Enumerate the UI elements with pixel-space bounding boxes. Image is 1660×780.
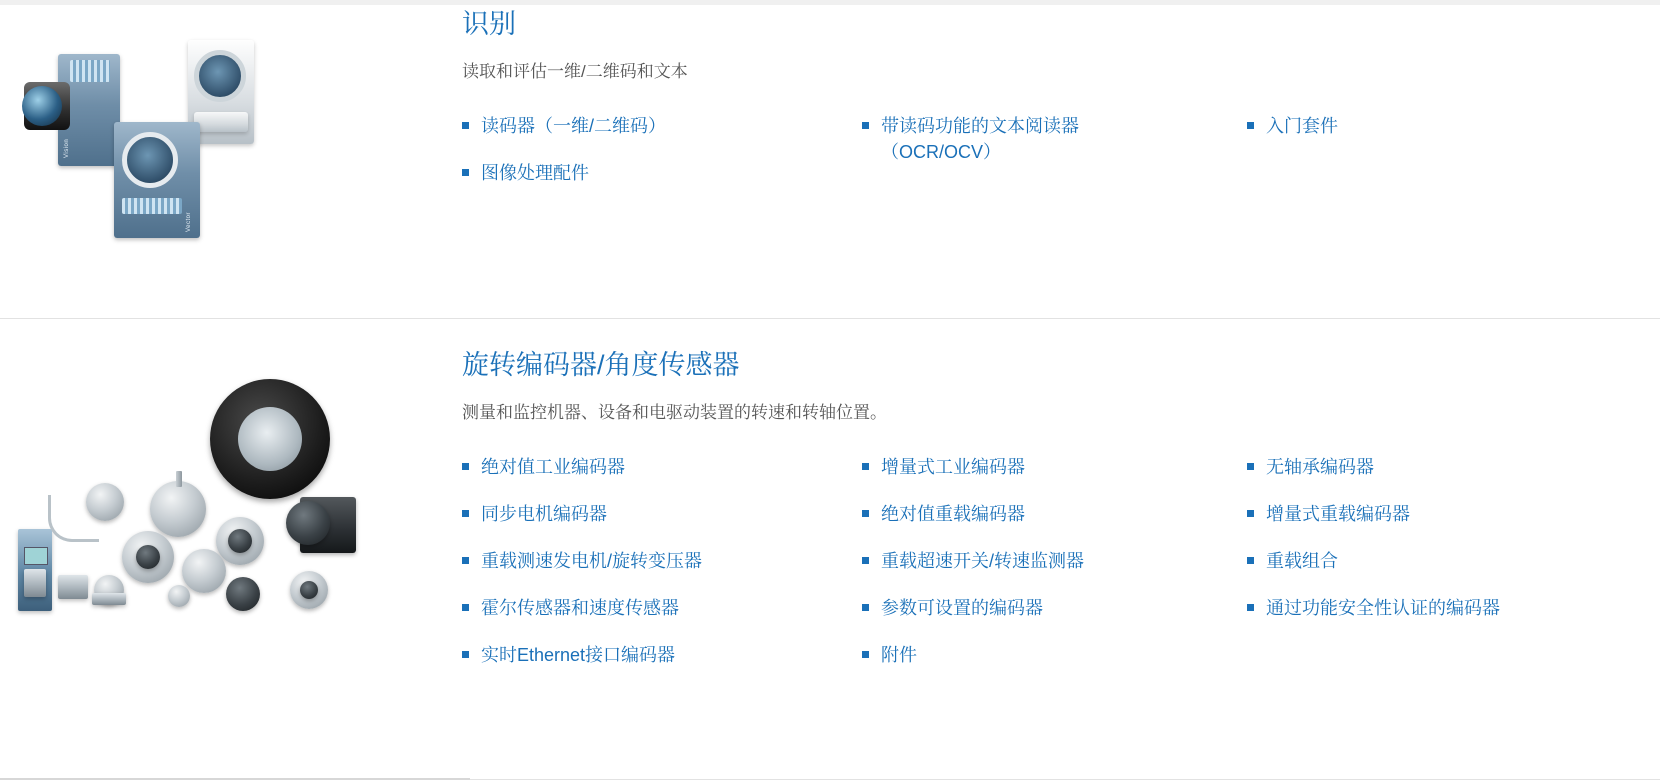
link-label: 同步电机编码器 [481,504,607,525]
bullet-icon [862,463,869,470]
link-label: 增量式重载编码器 [1266,504,1410,525]
bullet-icon [1247,463,1254,470]
link-label: 增量式工业编码器 [881,457,1025,478]
section-rotary-encoders-links [462,454,1640,689]
link-servo-motor-encoder[interactable] [462,501,862,527]
link-heavy-duty-overspeed-switch[interactable] [862,548,1247,574]
section-rotary-encoders-description: 测量和监控机器、设备和电驱动装置的转速和转轴位置。 [462,403,887,423]
link-label: 带读码功能的文本阅读器（OCR/OCV） [881,116,1079,163]
links-column-2 [862,113,1247,207]
section-identification [0,0,1660,318]
section-rotary-encoders-title: 旋转编码器/角度传感器 [462,350,740,380]
bullet-icon [462,463,469,470]
link-starter-kit[interactable] [1247,113,1627,139]
link-label: 绝对值重载编码器 [881,504,1025,525]
link-realtime-ethernet-encoder[interactable] [462,642,862,668]
section-identification-description: 读取和评估一维/二维码和文本 [462,62,688,82]
link-label: 读码器（一维/二维码） [481,116,666,137]
link-incremental-industrial-encoder[interactable] [862,454,1247,480]
bullet-icon [462,510,469,517]
link-label: 绝对值工业编码器 [481,457,625,478]
link-heavy-duty-combination[interactable] [1247,548,1627,574]
link-label: 实时Ethernet接口编码器 [481,645,676,666]
link-label: 通过功能安全性认证的编码器 [1266,598,1500,619]
links-column-3 [1247,454,1627,689]
link-label: 参数可设置的编码器 [881,598,1043,619]
bullet-icon [1247,122,1254,129]
bullet-icon [1247,604,1254,611]
links-column-3 [1247,113,1627,207]
section-rotary-encoders-content [462,349,1660,690]
vision-sensors-illustration: Vision Vector [18,26,358,256]
link-label: 霍尔传感器和速度传感器 [481,598,679,619]
link-text-reader-ocr-ocv[interactable] [862,113,1247,165]
link-code-reader[interactable] [462,113,862,139]
link-bearingless-encoder[interactable] [1247,454,1627,480]
link-label: 附件 [881,645,917,666]
link-label: 入门套件 [1266,116,1338,137]
bullet-icon [1247,557,1254,564]
bullet-icon [1247,510,1254,517]
section-identification-title: 识别 [462,9,516,39]
bullet-icon [862,510,869,517]
link-incremental-heavy-duty-encoder[interactable] [1247,501,1627,527]
rotary-encoders-illustration [0,379,370,639]
link-functional-safety-encoder[interactable] [1247,595,1627,621]
link-hall-and-speed-sensor[interactable] [462,595,862,621]
bullet-icon [862,604,869,611]
links-column-1 [462,454,862,689]
link-accessories[interactable] [862,642,1247,668]
bullet-icon [462,604,469,611]
section-rotary-encoders [0,319,1660,690]
bullet-icon [462,651,469,658]
link-absolute-heavy-duty-encoder[interactable] [862,501,1247,527]
links-column-1 [462,113,862,207]
bullet-icon [462,557,469,564]
link-label: 重载组合 [1266,551,1338,572]
bullet-icon [462,122,469,129]
link-programmable-encoder[interactable] [862,595,1247,621]
section-identification-content [462,8,1660,207]
section-identification-links [462,113,1640,207]
link-heavy-duty-tachogenerator-resolver[interactable] [462,548,862,574]
links-column-2 [862,454,1247,689]
link-label: 重载超速开关/转速监测器 [881,551,1084,572]
bullet-icon [462,169,469,176]
section-rotary-encoders-image [0,349,462,639]
link-label: 无轴承编码器 [1266,457,1374,478]
section-identification-image [0,8,462,256]
link-absolute-industrial-encoder[interactable] [462,454,862,480]
bullet-icon [862,557,869,564]
link-label: 图像处理配件 [481,163,589,184]
link-label: 重载测速发电机/旋转变压器 [481,551,702,572]
bullet-icon [862,651,869,658]
link-imaging-accessories[interactable] [462,160,862,186]
bullet-icon [862,122,869,129]
